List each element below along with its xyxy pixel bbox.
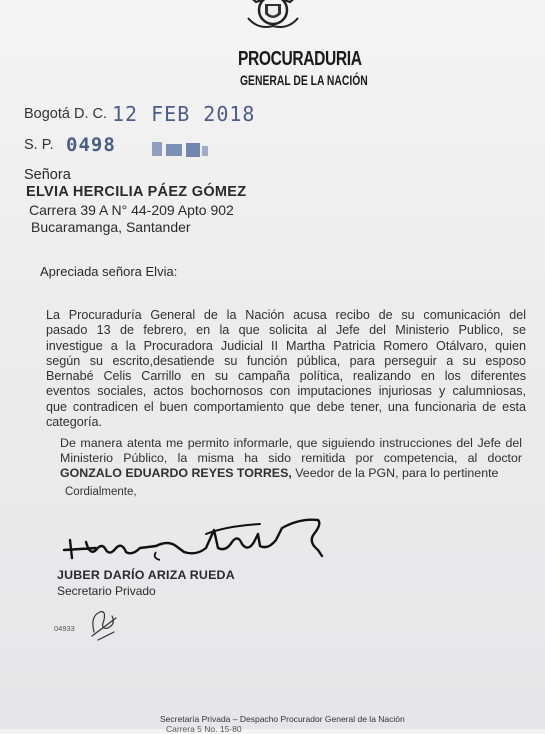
sp-number-stamp: 0498: [66, 134, 116, 156]
referral-person-name: GONZALO EDUARDO REYES TORRES,: [60, 466, 292, 480]
referral-line: [60, 466, 522, 481]
footer-office: Secretaría Privada – Despacho Procurador General de la Nación: [160, 714, 405, 724]
body-line: eventos sociales, actos bochornosos con imputaciones injuriosas y calumniosas,: [46, 384, 526, 399]
body-paragraph: [46, 308, 526, 430]
coat-of-arms-icon: [238, 0, 308, 36]
signer-title: Secretario Privado: [57, 584, 156, 598]
date-stamp: 12 FEB 2018: [112, 102, 256, 126]
organization-name: PROCURADURIA: [238, 48, 362, 70]
referral-line-rest: Veedor de la PGN, para lo pertinente: [291, 466, 499, 480]
recipient-address-line2: Bucaramanga, Santander: [31, 219, 191, 235]
stamp-smudge: [152, 140, 210, 160]
referral-line: Ministerio Público, la misma ha sido remitida por competencia, al doctor: [60, 451, 522, 465]
body-line: La Procuraduría General de la Nación acusa recibo de su comunicación del: [46, 308, 526, 322]
recipient-salutation: Señora: [24, 167, 71, 183]
body-line: según su escrito,desatiende su función pública, para perseguir a su esposo: [46, 353, 526, 368]
handwritten-initials: [86, 606, 120, 642]
body-line: pasado 13 de febrero, en la que solicita al Jefe del Ministerio Publico, se: [46, 323, 526, 338]
signer-name: JUBER DARÍO ARIZA RUEDA: [57, 568, 235, 582]
reference-code: 04933: [54, 624, 75, 633]
greeting: Apreciada señora Elvia:: [40, 264, 178, 279]
footer-address: Carrera 5 No. 15-80: [166, 724, 242, 734]
date-label: Bogotá D. C.: [24, 106, 108, 122]
body-line: categoría.: [46, 415, 103, 430]
sp-label: S. P.: [24, 137, 54, 153]
body-line: que contradicen el buen comportamiento que debe tener, una funcionaria de esta: [46, 399, 526, 414]
organization-subtitle: GENERAL DE LA NACIÓN: [240, 72, 368, 88]
recipient-name: ELVIA HERCILIA PÁEZ GÓMEZ: [26, 184, 247, 200]
referral-paragraph: [60, 436, 522, 481]
handwritten-signature: [56, 512, 336, 572]
referral-line: De manera atenta me permito informarle, que siguiendo instrucciones del Jefe del: [60, 436, 522, 450]
body-line: investigue a la Procuradora Judicial II Martha Patricia Romero Otálvaro, quien: [46, 338, 526, 353]
recipient-address-line1: Carrera 39 A N° 44-209 Apto 902: [29, 202, 234, 218]
closing: Cordialmente,: [65, 486, 137, 498]
body-line: Bernabé Celis Carrillo en su campaña política, realizando en los diferentes: [46, 369, 526, 384]
